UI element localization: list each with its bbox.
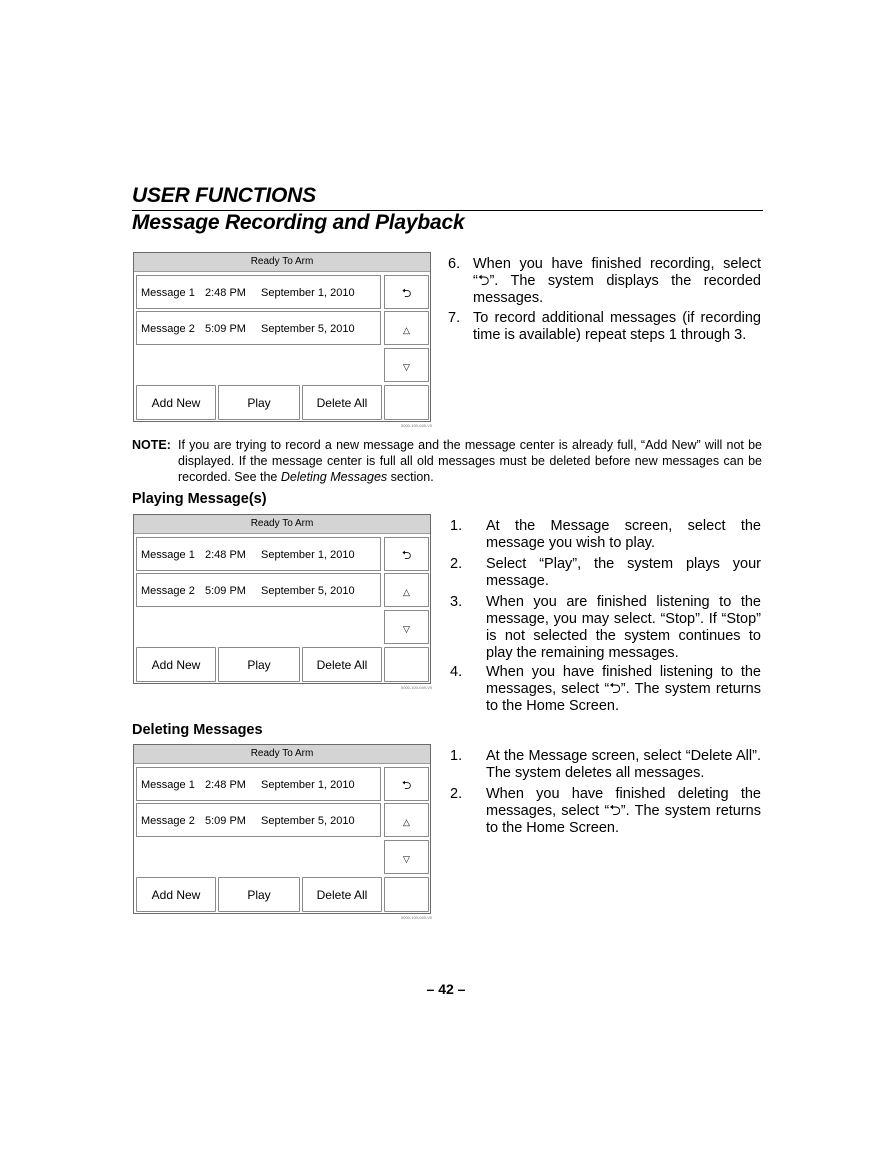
blank-button[interactable] <box>384 385 429 420</box>
playing-heading: Playing Message(s) <box>132 491 267 507</box>
message-row-1[interactable] <box>136 767 381 801</box>
back-button[interactable] <box>384 767 429 801</box>
step-text: When you are finished listening to the message, you may select. “Stop”. If “Stop” is not selected the system continues to play the remaining messages. <box>486 594 761 661</box>
note-label: NOTE: <box>132 438 171 452</box>
up-triangle-icon: △ <box>403 325 410 335</box>
up-triangle-icon: △ <box>403 587 410 597</box>
message-date: September 5, 2010 <box>261 323 355 335</box>
step-text: When you have finished recording, select “⮌”. The system displays the recorded messages. <box>473 256 761 306</box>
note-reference: Deleting Messages <box>280 470 388 484</box>
delete-all-button[interactable]: Delete All <box>302 385 382 420</box>
step-text: Select “Play”, the system plays your message. <box>486 556 761 589</box>
down-triangle-icon: ▽ <box>403 854 410 864</box>
figure-code: 5000-100-049-V0 <box>401 915 433 920</box>
step-number: 4. <box>450 664 463 680</box>
message-time: 5:09 PM <box>205 815 246 827</box>
step-number: 2. <box>450 556 463 572</box>
message-date: September 1, 2010 <box>261 549 355 561</box>
scroll-down-button[interactable] <box>384 348 429 382</box>
back-arrow-icon: ⮌ <box>401 286 412 300</box>
delete-all-button[interactable]: Delete All <box>302 877 382 912</box>
message-name: Message 2 <box>141 323 195 335</box>
step-number: 2. <box>450 786 463 802</box>
message-time: 2:48 PM <box>205 287 246 299</box>
screen-status-bar: Ready To Arm <box>134 745 430 764</box>
step-text: At the Message screen, select “Delete All”. The system deletes all messages. <box>486 748 761 781</box>
message-time: 2:48 PM <box>205 779 246 791</box>
step-number: 1. <box>450 518 463 534</box>
scroll-down-button[interactable] <box>384 610 429 644</box>
step-text: To record additional messages (if recording time is available) repeat steps 1 through 3. <box>473 310 761 343</box>
message-time: 5:09 PM <box>205 323 246 335</box>
play-button[interactable]: Play <box>218 877 300 912</box>
scroll-up-button[interactable] <box>384 573 429 607</box>
message-time: 5:09 PM <box>205 585 246 597</box>
figure-code: 5000-100-049-V0 <box>401 685 433 690</box>
page-number: – 42 – <box>426 981 466 997</box>
message-date: September 5, 2010 <box>261 585 355 597</box>
blank-button[interactable] <box>384 647 429 682</box>
message-row-1[interactable] <box>136 537 381 571</box>
step-number: 3. <box>450 594 463 610</box>
deleting-heading: Deleting Messages <box>132 722 263 738</box>
scroll-up-button[interactable] <box>384 311 429 345</box>
step-text: At the Message screen, select the message you wish to play. <box>486 518 761 551</box>
message-date: September 1, 2010 <box>261 287 355 299</box>
message-screen-playing <box>133 514 431 684</box>
screen-status-bar: Ready To Arm <box>134 253 430 272</box>
message-screen-recording <box>133 252 431 422</box>
message-row-2[interactable] <box>136 803 381 837</box>
step-number: 7. <box>448 310 461 326</box>
delete-all-button[interactable]: Delete All <box>302 647 382 682</box>
up-triangle-icon: △ <box>403 817 410 827</box>
down-triangle-icon: ▽ <box>403 624 410 634</box>
message-name: Message 2 <box>141 585 195 597</box>
step-number: 6. <box>448 256 461 272</box>
message-date: September 1, 2010 <box>261 779 355 791</box>
message-name: Message 2 <box>141 815 195 827</box>
message-name: Message 1 <box>141 549 195 561</box>
step-text: When you have finished listening to the messages, select “⮌”. The system returns to the Home Screen. <box>486 664 761 714</box>
back-button[interactable] <box>384 537 429 571</box>
back-button[interactable] <box>384 275 429 309</box>
message-row-2[interactable] <box>136 573 381 607</box>
step-text: When you have finished deleting the messages, select “⮌”. The system returns to the Home Screen. <box>486 786 761 836</box>
message-row-1[interactable] <box>136 275 381 309</box>
back-arrow-icon: ⮌ <box>401 548 412 562</box>
scroll-down-button[interactable] <box>384 840 429 874</box>
message-name: Message 1 <box>141 779 195 791</box>
page-title: Message Recording and Playback <box>132 211 465 234</box>
message-date: September 5, 2010 <box>261 815 355 827</box>
section-heading: USER FUNCTIONS <box>132 184 316 207</box>
back-arrow-icon: ⮌ <box>401 778 412 792</box>
add-new-button[interactable]: Add New <box>136 385 216 420</box>
message-row-2[interactable] <box>136 311 381 345</box>
play-button[interactable]: Play <box>218 385 300 420</box>
add-new-button[interactable]: Add New <box>136 877 216 912</box>
scroll-up-button[interactable] <box>384 803 429 837</box>
step-number: 1. <box>450 748 463 764</box>
message-screen-deleting <box>133 744 431 914</box>
note-text: If you are trying to record a new message and the message center is already full, “Add New” will not be displayed. If the message center is full all old messages must be deleted before new messages can be recorded. See the Deleting Messages section. <box>178 438 762 484</box>
figure-code: 5000-100-049-V0 <box>401 423 433 428</box>
add-new-button[interactable]: Add New <box>136 647 216 682</box>
message-time: 2:48 PM <box>205 549 246 561</box>
blank-button[interactable] <box>384 877 429 912</box>
down-triangle-icon: ▽ <box>403 362 410 372</box>
screen-status-bar: Ready To Arm <box>134 515 430 534</box>
play-button[interactable]: Play <box>218 647 300 682</box>
message-name: Message 1 <box>141 287 195 299</box>
